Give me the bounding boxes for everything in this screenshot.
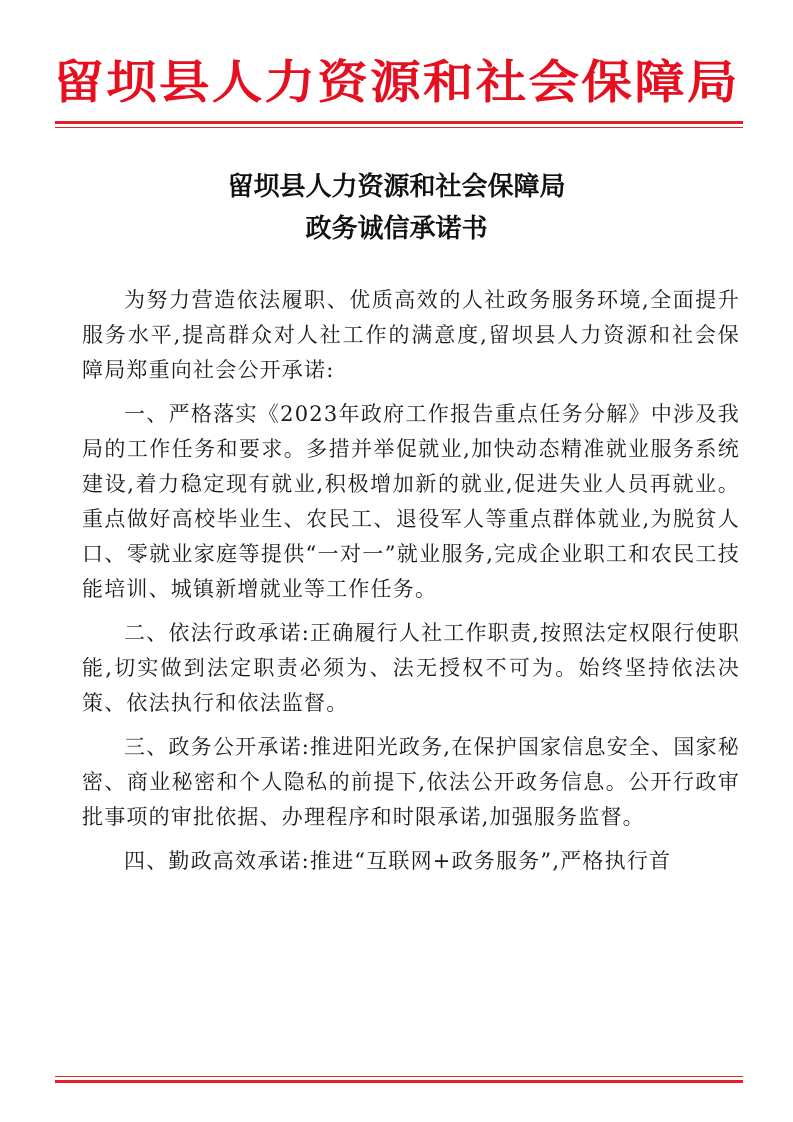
footer-rule-thin (55, 1076, 743, 1077)
letterhead-rule-thick (55, 121, 743, 124)
paragraph-item-3: 三、政务公开承诺:推进阳光政务,在保护国家信息安全、国家秘密、商业秘密和个人隐私的前提下,依法公开政务信息。公开行政审批事项的审批依据、办理程序和时限承诺,加强服务监督。 (82, 735, 740, 829)
paragraph-item-2: 二、依法行政承诺:正确履行人社工作职责,按照法定权限行使职能,切实做到法定职责必须为、法无授权不可为。始终坚持依法决策、依法执行和依法监督。 (82, 621, 740, 715)
paragraph-item-4: 四、勤政高效承诺:推进“互联网+政务服务”,严格执行首 (124, 849, 672, 873)
paragraph-intro: 为努力营造依法履职、优质高效的人社政务服务环境,全面提升服务水平,提高群众对人社工作的满意度,留坝县人力资源和社会保障局郑重向社会公开承诺: (82, 288, 740, 382)
document-title-line2: 政务诚信承诺书 (305, 214, 488, 244)
document-body (82, 283, 740, 888)
letterhead-title: 留坝县人力资源和社会保障局 (53, 55, 740, 109)
document-title-line1: 留坝县人力资源和社会保障局 (227, 172, 566, 202)
footer-rule-thick (55, 1080, 743, 1083)
letterhead-rule-thin (55, 127, 743, 128)
paragraph-item-1: 一、严格落实《2023年政府工作报告重点任务分解》中涉及我局的工作任务和要求。多措并举促就业,加快动态精准就业服务系统建设,着力稳定现有就业,积极增加新的就业,促进失业人员再就业。重点做好高校毕业生、农民工、退役军人等重点群体就业,为脱贫人口、零就业家庭等提供“一对一”就业服务,完成企业职工和农民工技能培训、城镇新增就业等工作任务。 (82, 402, 740, 601)
